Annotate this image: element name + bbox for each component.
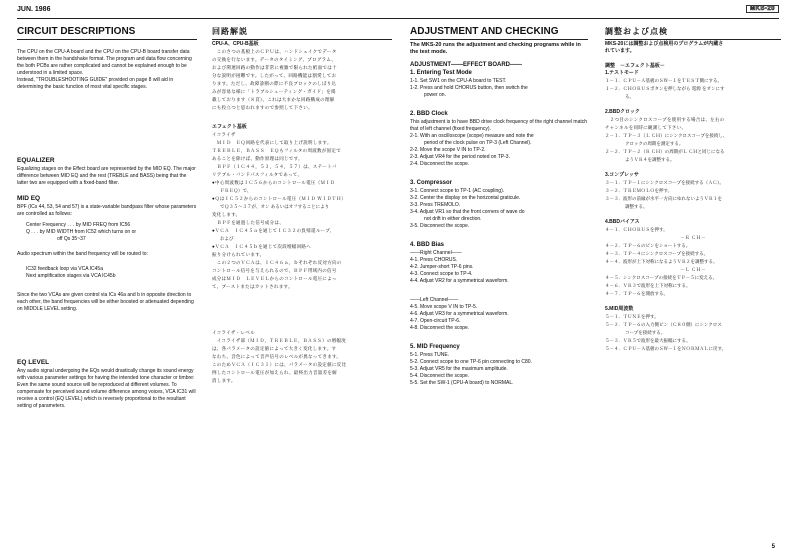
subtitle: The MKS-20 runs the adjustment and checking programs while in the test mode. bbox=[410, 42, 581, 55]
bullet-item: ●ＶＣＡ ＩＣ４５ｂを通じて次段増幅回路へ bbox=[212, 244, 312, 249]
step: ４－１．ＣＨＯＲＵＳを押す。 bbox=[605, 227, 668, 232]
subheading: イコライザ bbox=[212, 132, 236, 137]
list-item: Q . . . by MID WIDTH from IC52 which turns on or bbox=[26, 229, 137, 235]
step: 2-1. With an oscilloscope (scope) measure and note the bbox=[410, 133, 534, 139]
adjustment-column bbox=[410, 26, 588, 387]
list-item: IC32 feedback loop via VCA IC45a bbox=[26, 266, 103, 272]
text-line: このさつの基板上のＣＰＵは、ハンドシェイクでデータ bbox=[212, 49, 337, 54]
step: 5-2. Connect scope to one TP-6 pin connecting to C80. bbox=[410, 359, 532, 365]
subheading: －Ｒ ＣＨ－ bbox=[680, 235, 706, 240]
text-line: このためＶＣＡ（ＩＣ３１）には、パラメータの設定値に反比 bbox=[212, 362, 347, 367]
heading: イコライザ・レベル bbox=[212, 330, 255, 335]
heading: 調整 －エフェクト基板－ bbox=[605, 63, 665, 69]
step: 5-4. Disconnect the scope. bbox=[410, 373, 470, 379]
heading: 4.BBDバイアス bbox=[605, 219, 640, 225]
list-item: Next amplification stages via VCA IC45b bbox=[26, 273, 116, 279]
text-line: 例したコントロール電圧が加えられ、最終出力音量差を解 bbox=[212, 370, 337, 375]
heading: 2. BBD Clock bbox=[410, 111, 448, 117]
text-line: 振り分けられています。 bbox=[212, 252, 265, 257]
step: ５－２．ＴＰ－６の入力側ピン（Ｃ８０側）にシンクロス bbox=[605, 322, 722, 327]
step: 4-7. Open-circuit TP-6. bbox=[410, 318, 461, 324]
step: 4-8. Disconnect the scope. bbox=[410, 325, 470, 331]
step: ３－３．波形の前縁が水平一方向にゆれないようＶＲ１を bbox=[605, 196, 722, 201]
japanese-circuit-column bbox=[212, 26, 392, 385]
paragraph: The CPU on the CPU-A board and the CPU on the CPU-B board transfer data between them in the handshake format. The program and data flow concerning the both PCBs are rather complicated and cannot be explained enough to be understood in a limited space. bbox=[17, 49, 192, 76]
step: 4-2. Jumper-short TP-6 pins. bbox=[410, 264, 474, 270]
step: ４－３．ＴＰ－４にシンクロスコープを接続する。 bbox=[605, 251, 709, 256]
section-title: CIRCUIT DESCRIPTIONS bbox=[17, 26, 197, 40]
text-line: ２つ目のシンクロスコープを使用する場合は、左右の bbox=[605, 117, 725, 122]
text-line: にも役立つと思われますので参照して下さい。 bbox=[212, 105, 313, 110]
text-line: 変化します。 bbox=[212, 212, 241, 217]
step: 5-1. Press TUNE. bbox=[410, 352, 450, 358]
heading: 1. Entering Test Mode bbox=[410, 70, 472, 76]
step: ５－４．ＣＰＵ－Ａ基板のＳＷ－１をＮＯＲＭＡＬに戻す。 bbox=[605, 346, 727, 351]
text-line: ＢＰＦを通過した信号成分は、 bbox=[212, 220, 284, 225]
step: 3-4. Adjust VR1 so that the front corners of wave do bbox=[410, 209, 525, 215]
text-line: この２つのＶＣＡは、ＩＣ４６ａ，ｂそれぞれ反対方向の bbox=[212, 260, 342, 265]
step: ４－６．ＶＲ３で波形を上下対称にする。 bbox=[605, 283, 691, 288]
header-model-logo: MKS-20 bbox=[746, 5, 779, 13]
step: 5-5. Set the SW-1 (CPU-A board) to NORMAL. bbox=[410, 380, 514, 386]
subheading: ――Right Channel―― bbox=[410, 250, 462, 256]
step: 4-5. Move scope V IN to TP-5. bbox=[410, 304, 478, 310]
step: ３－１．ＴＰ－１にシンクロスコープを接続する（ＡＣ）。 bbox=[605, 180, 724, 185]
text-line: および関連回路の動作は非常に複雑で限られた紙面では十 bbox=[212, 65, 337, 70]
subheading: －Ｌ ＣＨ－ bbox=[680, 267, 706, 272]
text-line: 載しております（８頁）。これは大まかな回路構成の理解 bbox=[212, 97, 335, 102]
text-line: ＦＲＥＱ）で、 bbox=[220, 188, 252, 193]
text-line: コントロール信号を与えられるので、ＢＰＦ帯域内の信号 bbox=[212, 268, 337, 273]
text-line: 成分はＭＩＤ ＬＥＶＥＬからのコントロール電圧によっ bbox=[212, 276, 337, 281]
heading: MID EQ bbox=[17, 195, 41, 202]
step: 4-3. Connect scope to TP-4. bbox=[410, 271, 473, 277]
heading: 3.コンプレッサ bbox=[605, 172, 639, 178]
text-line: る。 bbox=[625, 94, 634, 99]
text-line: コープを接続する。 bbox=[625, 330, 666, 335]
text-line: の交換を行ないます。データのタイミング、プログラム、 bbox=[212, 57, 337, 62]
step: 4-4. Adjust VR2 for a symmetrical waveform. bbox=[410, 278, 509, 284]
text-line: みが容易な様に「トラブルシューティング・ガイド」を掲 bbox=[212, 89, 336, 94]
text-line: でＱ３５～３７が、オン あるいはオフすることにより bbox=[220, 204, 330, 209]
list-item: Center Frequency . . . by MID FREQ from IC56 bbox=[26, 222, 131, 228]
heading: 5.MID周波数 bbox=[605, 306, 634, 312]
bullet-item: ●ＶＣＡ ＩＣ４５ａを通じてＩＣ３２の負帰還ループ、 bbox=[212, 228, 335, 233]
step: 3-1. Connect scope to TP-1 (AC coupling). bbox=[410, 188, 505, 194]
step: １－２．ＣＨＯＲＵＳボタンを押しながら 電源 をオンにす bbox=[605, 86, 725, 91]
text-line: チャンネルを同時に観測して下さい。 bbox=[605, 125, 687, 130]
text-line: ＢＰＦ（ＩＣ４４，５３，５４，５７）は、ステートバ bbox=[212, 164, 337, 169]
bullet-item: ●中心周波数はＩＣ５６からのコントロール電圧（ＭＩＤ bbox=[212, 180, 335, 185]
paragraph: Audio spectrum within the band frequency will be routed to: bbox=[17, 251, 148, 257]
heading: EQUALIZER bbox=[17, 157, 55, 164]
text-line: ＭＩＤ ＥＱ回路を代表にして取り上げ説明します。 bbox=[212, 140, 332, 145]
text-line: あることを除けば、動作原理は同じです。 bbox=[212, 156, 303, 161]
paragraph: Any audio signal undergoing the EQs would drastically change its sound energy with various parameter settings for having the intended tone character or timbre: Even the same sound source will be reproduced at different volumes. To compensate for perceived sound volume difference among voices, VCA IC31 will receive a control (EQ LEVEL) which is reversely proportional to the resultant setting of parameters. bbox=[17, 368, 196, 409]
text-line: ようＶＲ４を調整する。 bbox=[625, 157, 675, 162]
step: period of the clock pulse on TP-3 (Left Channel). bbox=[424, 140, 532, 146]
text-line: て、ブーストまたはカットされます。 bbox=[212, 284, 293, 289]
heading: 2.BBDクロック bbox=[605, 109, 640, 115]
text-line: なわち、音色によって音声信号のレベルが異なってきます。 bbox=[212, 354, 342, 359]
text-line: 消します。 bbox=[212, 378, 236, 383]
subtitle: MKS-20には調整および点検用のプログラムが内蔵さ bbox=[605, 41, 724, 47]
step: １－１．ＣＰＵ－Ａ基板のＳＷ－１をＴＥＳＴ側にする。 bbox=[605, 78, 722, 83]
paragraph: Since the two VCAs are given control via ICs 46a and b in opposite direction to each other, the band frequencies will be either boosted or attenuated depending on MIDDLE LEVEL setting. bbox=[17, 292, 194, 312]
subheading: CPU-A、CPU-B基板 bbox=[212, 41, 259, 47]
step: ５－３．ＶＲ５で波形を最大振幅にする。 bbox=[605, 338, 691, 343]
heading: エフェクト基板 bbox=[212, 124, 247, 130]
heading: EQ LEVEL bbox=[17, 359, 50, 366]
text-line: 調整する。 bbox=[625, 204, 648, 209]
step: 2-4. Disconnect the scope. bbox=[410, 161, 470, 167]
heading: 5. MID Frequency bbox=[410, 344, 460, 350]
text-line: クロックの周期を測定する。 bbox=[625, 141, 684, 146]
subheading: ――Left Channel―― bbox=[410, 297, 459, 303]
step: ２－２．ＴＰ－２（Ｒ ＣＨ）の周期がＬ ＣＨと同じになる bbox=[605, 149, 725, 154]
step: ４－２．ＴＰ－６のピンをショートする。 bbox=[605, 243, 691, 248]
step: 1-2. Press and hold CHORUS button, then switch the bbox=[410, 85, 528, 91]
step: 3-5. Disconnect the scope. bbox=[410, 223, 470, 229]
text-line: ります。ただし、故障診断の際に不良ブロックのしぼり込 bbox=[212, 81, 337, 86]
heading: 4. BBD Bias bbox=[410, 242, 445, 248]
text-line: は、各パラメータの設定値によって大きく変化します。す bbox=[212, 346, 337, 351]
step: 3-3. Press TREMOLO. bbox=[410, 202, 461, 208]
japanese-adjustment-column bbox=[605, 26, 781, 353]
paragraph: This adjustment is to have BBD drive clock frequency of the right channel match that of left channel (fixed frequency). bbox=[410, 119, 588, 132]
section-title: 回路解説 bbox=[212, 26, 392, 40]
paragraph: Equalizing stages on the Effect board are represented by the MID EQ. The major difference between MID EQ and the rest (TREBLE and BASS) being that the latter two are equipped with a fixed-band filter. bbox=[17, 166, 196, 186]
step: ５－１．ＴＵＮＥを押す。 bbox=[605, 314, 659, 319]
step: not drift in either direction. bbox=[424, 216, 482, 222]
header-rule bbox=[17, 18, 779, 19]
heading: ADJUSTMENT――EFFECT BOARD―― bbox=[410, 62, 522, 68]
paragraph: Instead, "TROUBLESHOOTING GUIDE" provided on page 8 will aid in determining the basic function of most vital specific stages. bbox=[17, 77, 174, 90]
header-date: JUN. 1986 bbox=[17, 6, 51, 13]
paragraph: BPF (ICs 44, 53, 54 and 57) is a state-variable bandpass filter whose parameters are controlled as follows: bbox=[17, 204, 197, 217]
step: 4-1. Press CHORUS. bbox=[410, 257, 458, 263]
text-line: および bbox=[220, 236, 234, 241]
bullet-item: ●ＱはＩＣ５２からのコントロール電圧（ＭＩＤ ＷＩＤＴＨ） bbox=[212, 196, 347, 201]
step: 2-3. Adjust VR4 for the period noted on TP-3. bbox=[410, 154, 510, 160]
step: ２－１．ＴＰ－３（Ｌ ＣＨ）にシンクロスコープを接続し、 bbox=[605, 133, 728, 138]
step: ４－７．ＴＰ－６を開放する。 bbox=[605, 291, 668, 296]
step: 1-1. Set SW1 on the CPU-A board to TEST. bbox=[410, 78, 507, 84]
list-item: off Qs 35~37 bbox=[57, 236, 86, 242]
step: ４－５．シンクロスコープの接続をＴＰ－５に変える。 bbox=[605, 275, 718, 280]
heading: 3. Compressor bbox=[410, 180, 453, 186]
step: 2-2. Move the scope V IN to TP-2. bbox=[410, 147, 486, 153]
heading: 1.テストモード bbox=[605, 70, 639, 76]
text-line: ＴＲＥＢＬＥ，ＢＡＳＳ ＥＱもフィルタの周波数が固定で bbox=[212, 148, 342, 153]
text-line: イコライザ部（ＭＩＤ，ＴＲＥＢＬＥ，ＢＡＳＳ）の増幅度 bbox=[212, 338, 347, 343]
step: power on. bbox=[424, 92, 446, 98]
circuit-descriptions-column bbox=[17, 26, 197, 410]
step: 3-2. Center the display on the horizontal graticule. bbox=[410, 195, 521, 201]
text-line: リアブル・バンドパスフィルタであって、 bbox=[212, 172, 303, 177]
section-title: 調整および点検 bbox=[605, 26, 781, 40]
step: ３－２．ＴＲＥＭＯＬＯを押す。 bbox=[605, 188, 673, 193]
section-title: ADJUSTMENT AND CHECKING bbox=[410, 26, 588, 40]
text-line: 分な説明が困難です。したがって、回路機能は割愛してお bbox=[212, 73, 337, 78]
subtitle: れています。 bbox=[605, 48, 635, 54]
step: ４－４．波形が上下対称になるようＶＲ２を調整する。 bbox=[605, 259, 718, 264]
step: 5-3. Adjust VR5 for the maximum amplitude. bbox=[410, 366, 508, 372]
step: 4-6. Adjust VR3 for a symmetrical waveform. bbox=[410, 311, 509, 317]
page-number: 5 bbox=[771, 544, 775, 550]
